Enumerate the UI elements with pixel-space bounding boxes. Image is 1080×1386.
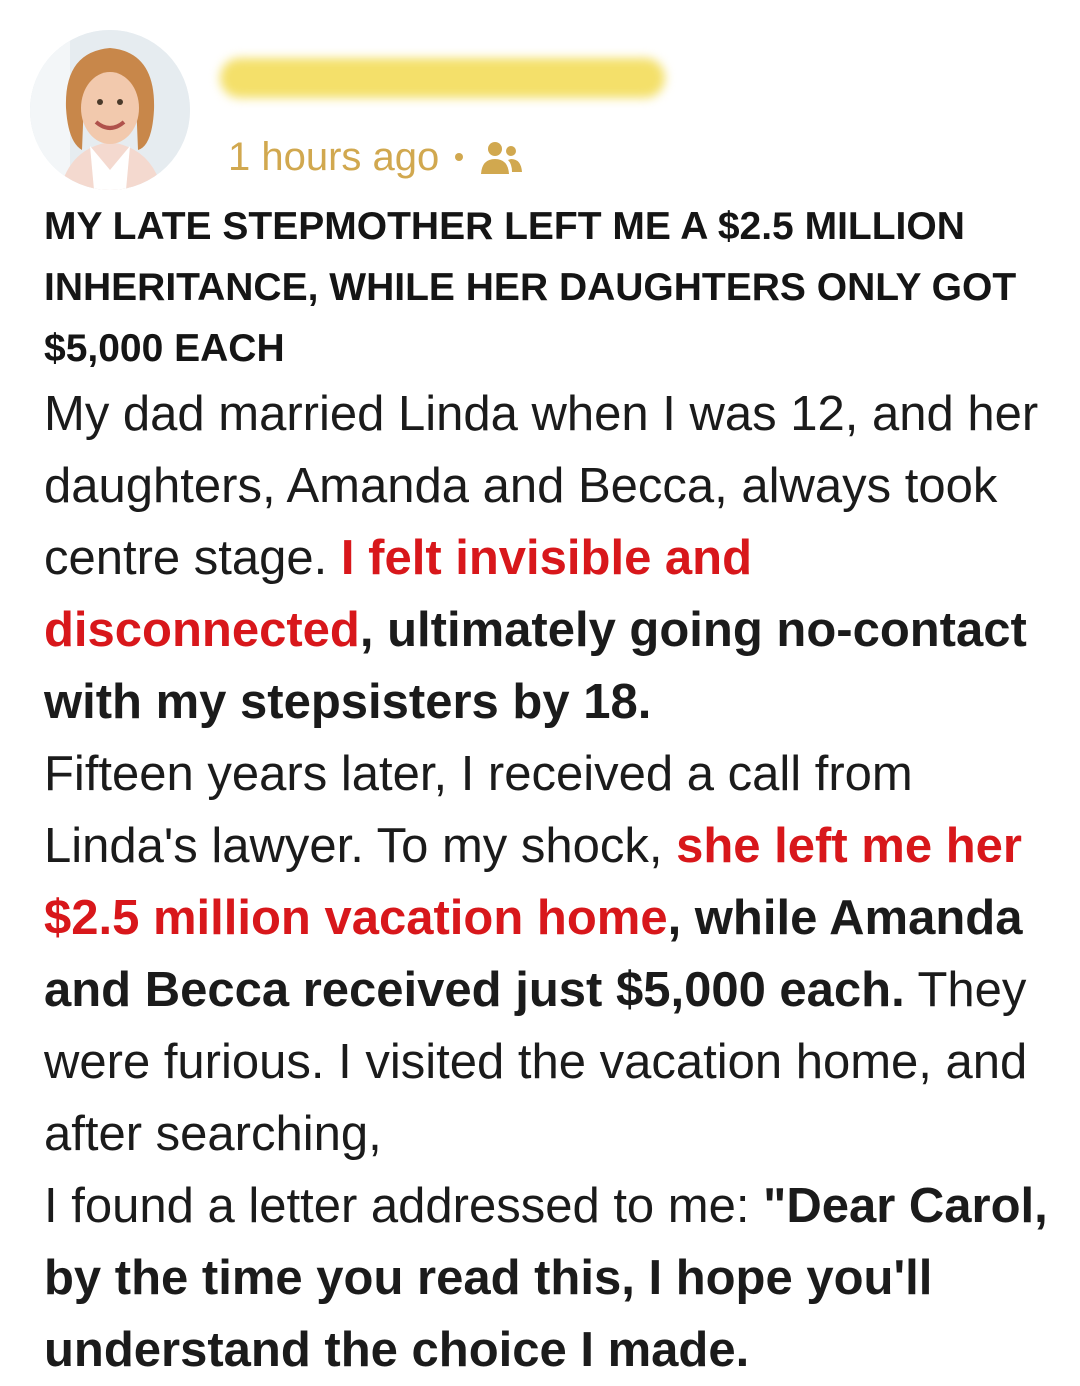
bold-text: , ultimately going no-contact with my stepsisters by 18. (44, 603, 1027, 729)
timestamp[interactable]: 1 hours ago (228, 134, 440, 179)
paragraph-2 (44, 738, 1054, 1170)
highlighted-text: she left me her $2.5 million vacation home (44, 819, 1022, 945)
text-span: My dad married Linda when I was 12, and her daughters, Amanda and Becca, always took centre stage. (44, 387, 1039, 585)
paragraph-3 (44, 1170, 1054, 1386)
bold-text: "Dear Carol, by the time you read this, I hope you'll understand the choice I made. (44, 1179, 1048, 1377)
friends-icon[interactable] (479, 138, 523, 176)
post-meta (228, 132, 523, 182)
post-body (44, 378, 1054, 1386)
avatar[interactable] (30, 30, 190, 190)
text-span: Fifteen years later, I received a call from Linda's lawyer. To my shock, (44, 747, 913, 873)
post-headline: MY LATE STEPMOTHER LEFT ME A $2.5 MILLION INHERITANCE, WHILE HER DAUGHTERS ONLY GOT $5,000 EACH (44, 205, 1017, 370)
highlighted-text: I felt invisible and disconnected (44, 531, 753, 657)
bold-text: , while Amanda and Becca received just $5,000 each. (44, 891, 1023, 1017)
author-name-blurred[interactable] (220, 58, 665, 98)
text-span: I found a letter addressed to me: (44, 1179, 764, 1233)
text-span: They were furious. I visited the vacation home, and after searching, (44, 963, 1028, 1161)
post-header (0, 0, 1080, 195)
separator-dot (455, 153, 463, 161)
paragraph-1 (44, 378, 1054, 738)
